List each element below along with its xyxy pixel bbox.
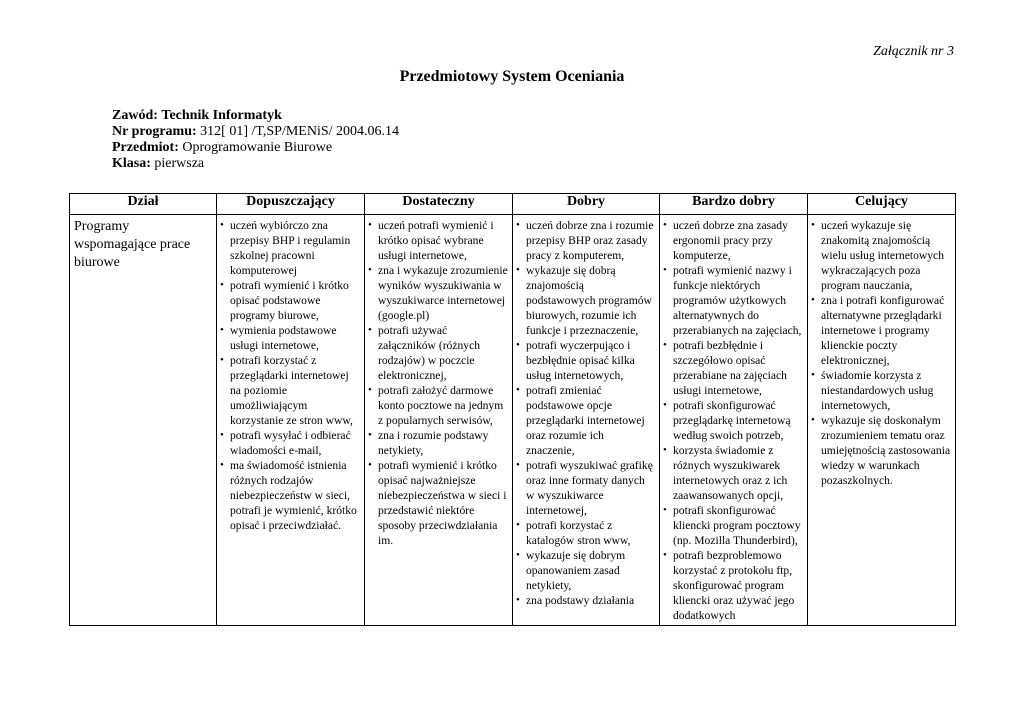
list-item — [368, 218, 508, 263]
bullet-icon: • — [368, 384, 372, 396]
criterion-text: zna i rozumie podstawy netykiety, — [378, 429, 489, 457]
program-value: 312[ 01] /T,SP/MENiS/ 2004.06.14 — [200, 124, 400, 139]
list-item — [368, 263, 508, 323]
criterion-text: potrafi wysyłać i odbierać wiadomości e-mail, — [230, 429, 351, 457]
list-item — [663, 338, 803, 398]
bullet-icon: • — [516, 594, 520, 606]
bullet-icon: • — [663, 399, 667, 411]
criterion-text: potrafi wyczerpująco i bezbłędnie opisać kilka usług internetowych, — [526, 339, 635, 382]
bullet-icon: • — [220, 279, 224, 291]
list-item — [368, 383, 508, 428]
list-item — [663, 263, 803, 338]
criterion-text: uczeń wykazuje się znakomitą znajomością wielu usług internetowych wykraczających poza program nauczania, — [821, 219, 944, 292]
cell-dostateczny — [365, 215, 513, 626]
bullet-icon: • — [220, 324, 224, 336]
program-label: Nr programu: — [112, 124, 197, 139]
cell-bardzo-dobry — [660, 215, 808, 626]
bullet-icon: • — [368, 459, 372, 471]
bullet-icon: • — [663, 219, 667, 231]
annex-label: Załącznik nr 3 — [873, 44, 954, 59]
bullet-icon: • — [516, 549, 520, 561]
list-item — [220, 428, 360, 458]
list-item — [220, 353, 360, 428]
cell-celujacy — [808, 215, 956, 626]
list-item — [368, 428, 508, 458]
criterion-text: uczeń wybiórczo zna przepisy BHP i regulamin szkolnej pracowni komputerowej — [230, 219, 351, 277]
criterion-text: zna podstawy działania — [526, 594, 635, 607]
criteria-list — [663, 218, 803, 623]
criterion-text: wymienia podstawowe usługi internetowe, — [230, 324, 337, 352]
list-item — [516, 518, 655, 548]
list-item — [811, 293, 951, 368]
criteria-list — [811, 218, 951, 488]
bullet-icon: • — [516, 219, 520, 231]
occupation-value: Technik Informatyk — [161, 108, 282, 123]
criterion-text: wykazuje się dobrą znajomością podstawowych programów biurowych, rozumie ich funkcje i przeznaczenie, — [526, 264, 652, 337]
document-title: Przedmiotowy System Oceniania — [399, 68, 625, 85]
header-bardzo-dobry: Bardzo dobry — [660, 194, 808, 215]
list-item — [516, 218, 655, 263]
list-item — [516, 458, 655, 518]
bullet-icon: • — [811, 369, 815, 381]
list-item — [663, 548, 803, 623]
list-item — [811, 218, 951, 293]
class-line — [112, 156, 399, 172]
header-dobry: Dobry — [513, 194, 660, 215]
list-item — [663, 398, 803, 443]
criteria-list — [516, 218, 655, 608]
bullet-icon: • — [663, 504, 667, 516]
bullet-icon: • — [516, 264, 520, 276]
criterion-text: potrafi wyszukiwać grafikę oraz inne formaty danych w wyszukiwarce internetowej, — [526, 459, 653, 517]
list-item — [220, 458, 360, 533]
bullet-icon: • — [368, 219, 372, 231]
header-dostateczny: Dostateczny — [365, 194, 513, 215]
bullet-icon: • — [663, 339, 667, 351]
header-dopuszczajacy: Dopuszczający — [217, 194, 365, 215]
criterion-text: potrafi bezproblemowo korzystać z protokołu ftp, skonfigurować program kliencki oraz używać jego dodatkowych — [673, 549, 795, 622]
program-line — [112, 124, 399, 140]
bullet-icon: • — [811, 294, 815, 306]
header-dzial: Dział — [70, 194, 217, 215]
criterion-text: ma świadomość istnienia różnych rodzajów niebezpieczeństw w sieci, potrafi je wymienić, krótko opisać i przeciwdziałać. — [230, 459, 357, 532]
criterion-text: potrafi używać załączników (różnych rodzajów) w poczcie elektronicznej, — [378, 324, 481, 382]
criterion-text: korzysta świadomie z różnych wyszukiwarek internetowych oraz z ich zaawansowanych opcji, — [673, 444, 788, 502]
bullet-icon: • — [368, 429, 372, 441]
criterion-text: uczeń potrafi wymienić i krótko opisać wybrane usługi internetowe, — [378, 219, 494, 262]
subject-value: Oprogramowanie Biurowe — [182, 140, 333, 155]
list-item — [220, 278, 360, 323]
criterion-text: świadomie korzysta z niestandardowych usług internetowych, — [821, 369, 934, 412]
list-item — [516, 338, 655, 383]
list-item — [663, 218, 803, 263]
criterion-text: potrafi wymienić i krótko opisać podstawowe programy biurowe, — [230, 279, 349, 322]
document-meta — [112, 108, 399, 172]
header-celujacy: Celujący — [808, 194, 956, 215]
criterion-text: potrafi wymienić nazwy i funkcje niektórych programów użytkowych alternatywnych do przerabianych na zajęciach, — [673, 264, 802, 337]
criterion-text: wykazuje się doskonałym zrozumieniem tematu oraz umiejętnością zastosowania wiedzy w warunkach pozaszkolnych. — [821, 414, 951, 487]
list-item — [220, 323, 360, 353]
bullet-icon: • — [811, 414, 815, 426]
class-label: Klasa: — [112, 156, 151, 171]
bullet-icon: • — [516, 339, 520, 351]
criterion-text: uczeń dobrze zna zasady ergonomii pracy przy komputerze, — [673, 219, 788, 262]
bullet-icon: • — [368, 264, 372, 276]
list-item — [368, 323, 508, 383]
list-item — [663, 503, 803, 548]
criterion-text: potrafi skonfigurować przeglądarkę internetową według swoich potrzeb, — [673, 399, 791, 442]
list-item — [368, 458, 508, 548]
criterion-text: potrafi zmieniać podstawowe opcje przeglądarki internetowej oraz rozumie ich znaczenie, — [526, 384, 645, 457]
subject-line — [112, 140, 399, 156]
criterion-text: wykazuje się dobrym opanowaniem zasad netykiety, — [526, 549, 626, 592]
criterion-text: potrafi korzystać z katalogów stron www, — [526, 519, 631, 547]
criterion-text: zna i potrafi konfigurować alternatywne przeglądarki internetowe i programy klienckie poczty elektronicznej, — [821, 294, 945, 367]
criterion-text: potrafi wymienić i krótko opisać najważniejsze niebezpieczeństwa w sieci i przedstawić niektóre sposoby przeciwdziałania im. — [378, 459, 507, 547]
list-item — [663, 443, 803, 503]
criterion-text: potrafi założyć darmowe konto pocztowe na jednym z popularnych serwisów, — [378, 384, 504, 427]
criteria-list — [368, 218, 508, 548]
list-item — [516, 548, 655, 593]
list-item — [811, 368, 951, 413]
bullet-icon: • — [663, 549, 667, 561]
bullet-icon: • — [516, 384, 520, 396]
bullet-icon: • — [663, 444, 667, 456]
topic-cell: Programy wspomagające prace biurowe — [70, 215, 217, 626]
criterion-text: potrafi bezbłędnie i szczegółowo opisać przerabiane na zajęciach usługi internetowe, — [673, 339, 787, 397]
bullet-icon: • — [516, 459, 520, 471]
table-row — [70, 215, 956, 626]
subject-label: Przedmiot: — [112, 140, 179, 155]
criterion-text: uczeń dobrze zna i rozumie przepisy BHP oraz zasady pracy z komputerem, — [526, 219, 654, 262]
bullet-icon: • — [220, 459, 224, 471]
bullet-icon: • — [220, 354, 224, 366]
criterion-text: zna i wykazuje zrozumienie wyników wyszukiwania w wyszukiwarce internetowej (google.pl) — [378, 264, 508, 322]
class-value: pierwsza — [154, 156, 205, 171]
occupation-line — [112, 108, 399, 124]
list-item — [811, 413, 951, 488]
bullet-icon: • — [220, 219, 224, 231]
bullet-icon: • — [516, 519, 520, 531]
cell-dopuszczajacy — [217, 215, 365, 626]
criterion-text: potrafi korzystać z przeglądarki internetowej na poziomie umożliwiającym korzystanie ze stron www, — [230, 354, 353, 427]
list-item — [516, 593, 655, 608]
bullet-icon: • — [811, 219, 815, 231]
list-item — [516, 263, 655, 338]
grading-table — [69, 193, 956, 626]
table-header-row — [70, 194, 956, 215]
cell-dobry — [513, 215, 660, 626]
bullet-icon: • — [220, 429, 224, 441]
list-item — [220, 218, 360, 278]
occupation-label: Zawód: — [112, 108, 158, 123]
list-item — [516, 383, 655, 458]
criterion-text: potrafi skonfigurować kliencki program pocztowy (np. Mozilla Thunderbird), — [673, 504, 801, 547]
bullet-icon: • — [663, 264, 667, 276]
criteria-list — [220, 218, 360, 533]
bullet-icon: • — [368, 324, 372, 336]
